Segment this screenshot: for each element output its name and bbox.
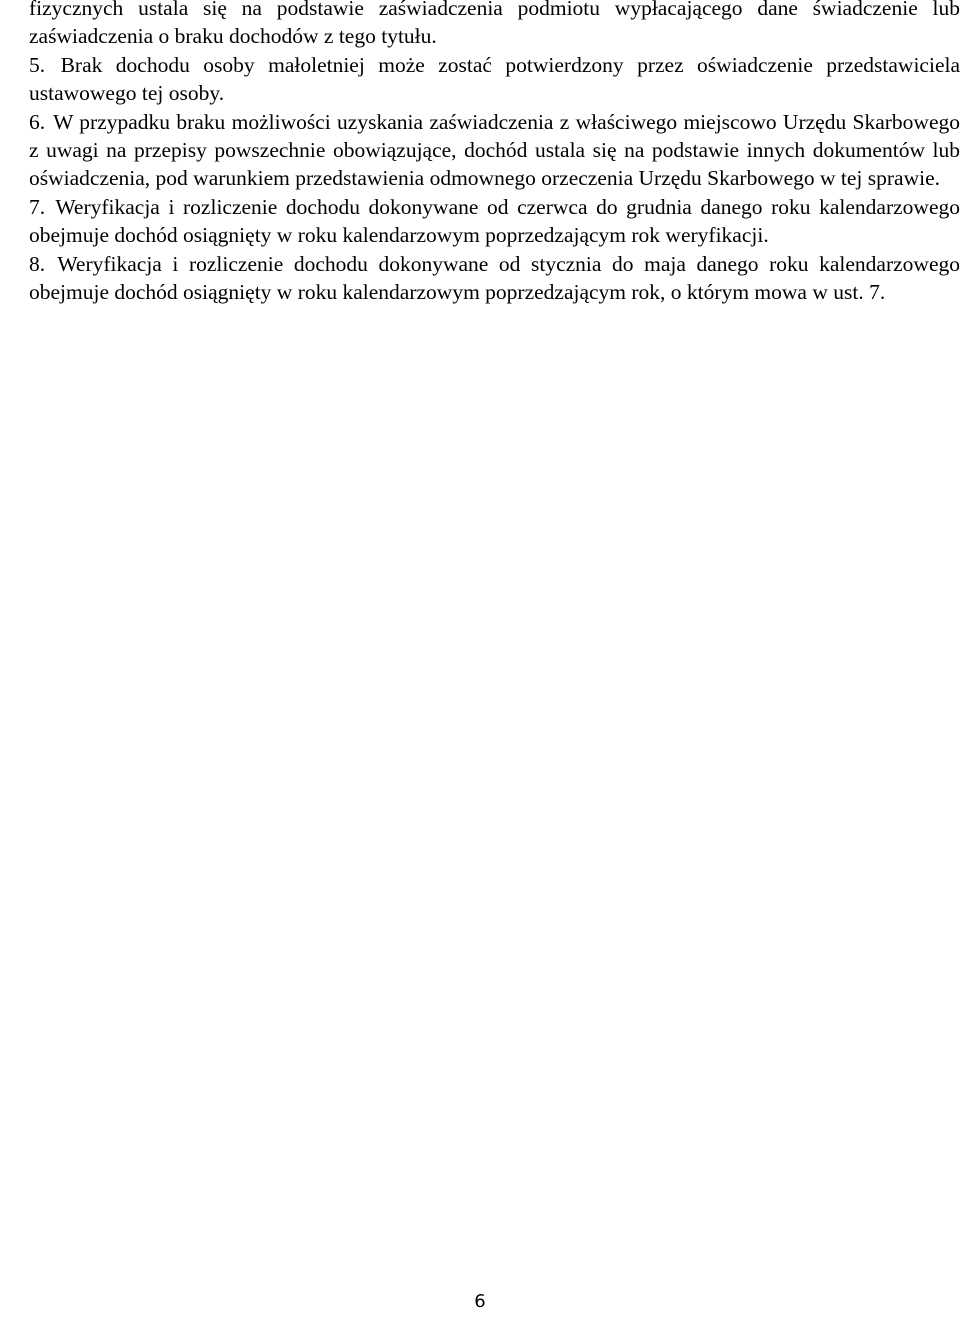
list-item-number: 5. xyxy=(29,52,46,77)
list-item-text: Weryfikacja i rozliczenie dochodu dokonywane od stycznia do maja danego roku kalendarzowego obejmuje dochód osiągnięty w roku kalendarzowym poprzedzającym rok, o którym mowa w ust. 7. xyxy=(29,251,960,305)
list-item-8 xyxy=(29,250,960,307)
continuation-paragraph: fizycznych ustala się na podstawie zaświadczenia podmiotu wypłacającego dane świadczenie lub zaświadczenia o braku dochodów z tego tytułu. xyxy=(29,0,960,49)
list-item-text: Brak dochodu osoby małoletniej może zostać potwierdzony przez oświadczenie przedstawiciela ustawowego tej osoby. xyxy=(29,52,960,106)
list-item-6 xyxy=(29,108,960,193)
list-item-number: 8. xyxy=(29,251,46,276)
document-body xyxy=(29,0,960,306)
list-item-number: 7. xyxy=(29,194,46,219)
list-item-number: 6. xyxy=(29,109,46,134)
list-item-7 xyxy=(29,193,960,250)
list-item-text: W przypadku braku możliwości uzyskania zaświadczenia z właściwego miejscowo Urzędu Skarbowego z uwagi na przepisy powszechnie obowiązujące, dochód ustala się na podstawie innych dokumentów lub oświadczenia, pod warunkiem przedstawienia odmownego orzeczenia Urzędu Skarbowego w tej sprawie. xyxy=(29,109,960,191)
page-number: 6 xyxy=(474,1291,486,1312)
list-item-text: Weryfikacja i rozliczenie dochodu dokonywane od czerwca do grudnia danego roku kalendarzowego obejmuje dochód osiągnięty w roku kalendarzowym poprzedzającym rok weryfikacji. xyxy=(29,194,960,248)
list-item-5 xyxy=(29,51,960,108)
